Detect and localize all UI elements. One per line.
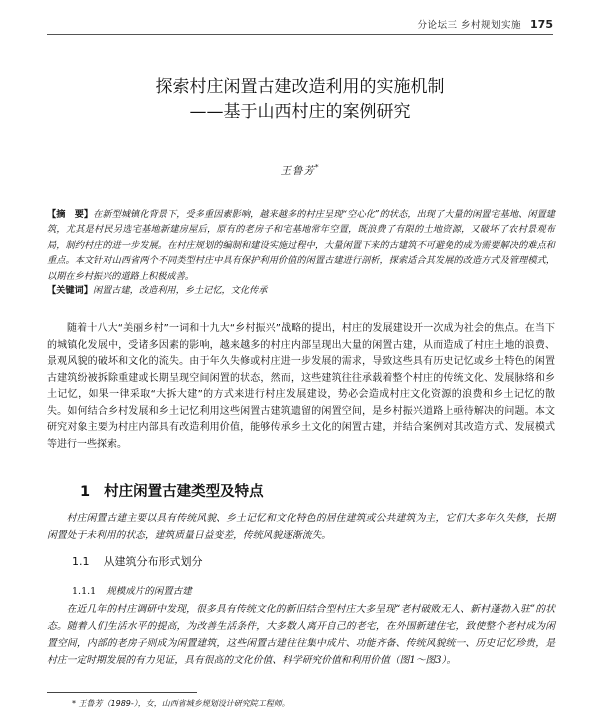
paper-title (0, 75, 600, 125)
section-1-1-title: 从建筑分布形式划分 (103, 555, 203, 568)
keywords (47, 283, 555, 298)
section-1-1-1-heading (72, 583, 192, 597)
section-1-number: 1 (80, 484, 91, 500)
section-1-1-heading (72, 553, 203, 569)
abstract (47, 207, 555, 284)
keywords-text: 闲置古建，改造利用，乡土记忆，文化传承 (92, 285, 268, 296)
author (0, 163, 600, 178)
author-footnote-mark: * (315, 163, 320, 172)
keywords-label: 【关键词】 (47, 285, 93, 296)
header-rule (47, 34, 553, 35)
section-1-heading (80, 480, 264, 501)
title-line-2: ——基于山西村庄的案例研究 (189, 102, 411, 122)
running-head-section: 分论坛三 乡村规划实施 (417, 20, 521, 31)
section-1-1-number: 1.1 (72, 555, 90, 568)
page-number: 175 (530, 18, 553, 31)
footnote: * 王鲁芳（1989-），女，山西省城乡规划设计研究院工程师。 (72, 699, 290, 708)
section-1-title: 村庄闲置古建类型及特点 (104, 484, 264, 500)
section-1-1-1-number: 1.1.1 (72, 586, 97, 597)
author-name: 王鲁芳 (280, 165, 315, 177)
intro-paragraph: 随着十八大“美丽乡村”一词和十九大“乡村振兴”战略的提出，村庄的发展建设开一次成为社会的焦点。在当下的城镇化发展中，受诸多因素的影响，越来越多的村庄内部呈现出大量的闲置古建，从而造成了村庄土地的浪费、景观风貌的破坏和文化的流失。由于年久失修或村庄进一步发展的需求，导致这些具有历史记忆或乡土特色的闲置古建筑纷被拆除重建或长期呈现空间闲置的状态，然而，这些建筑往往承载着整个村庄的传统文化、发展脉络和乡土记忆，如果一律采取“大拆大建”的方式来进行村庄发展建设，势必会造成村庄文化资源的浪费和乡土记忆的散失。如何结合乡村发展和乡土记忆利用这些闲置古建筑遗留的闲置空间，是乡村振兴道路上亟待解决的问题。本文研究对象主要为村庄内部具有改造利用价值，能够传承乡土文化的闲置古建，并结合案例对其改造方式、发展模式等进行一些探索。 (47, 323, 555, 450)
footnote-rule (47, 692, 197, 693)
title-line-1: 探索村庄闲置古建改造利用的实施机制 (155, 77, 445, 97)
abstract-label: 【摘 要】 (47, 209, 94, 220)
section-1-1-1-title: 规模成片的闲置古建 (106, 586, 192, 597)
section-1-1-1-paragraph: 在近几年的村庄调研中发现，很多具有传统文化的新旧结合型村庄大多呈现“老村破败无人、新村蓬勃入驻”的状态。随着人们生活水平的提高，为改善生活条件，大多数人离开自己的老宅，在外围新建住宅，致使整个老村成为闲置空间，内部的老房子则成为闲置建筑，这些闲置古建往往集中成片、功能齐备、传统风貌统一、历史记忆珍贵，是村庄一定时期发展的有力见证，具有很高的文化价值、科学研究价值和利用价值（图1～图3）。 (47, 604, 555, 666)
running-head (417, 17, 553, 31)
section-1-paragraph: 村庄闲置古建主要以具有传统风貌、乡土记忆和文化特色的居住建筑或公共建筑为主，它们大多年久失修，长期闲置处于未利用的状态，建筑质量日益变差，传统风貌逐渐流失。 (47, 513, 555, 541)
abstract-text: 在新型城镇化背景下，受多重因素影响，越来越多的村庄呈现“空心化”的状态，出现了大量的闲置宅基地、闲置建筑，尤其是村民另选宅基地新建房屋后，原有的老房子和宅基地常年空置，既浪费了有限的土地资源，又破坏了农村景观布局，制约村庄的进一步发展。在村庄规划的编制和建设实施过程中，大量闲置下来的古建筑不可避免的成为需要解决的难点和重点。本文针对山西省两个不同类型村庄中具有保护利用价值的闲置古建进行剖析，探索适合其发展的改造方式及管理模式，以期在乡村振兴的道路上积极成善。 (47, 209, 555, 282)
